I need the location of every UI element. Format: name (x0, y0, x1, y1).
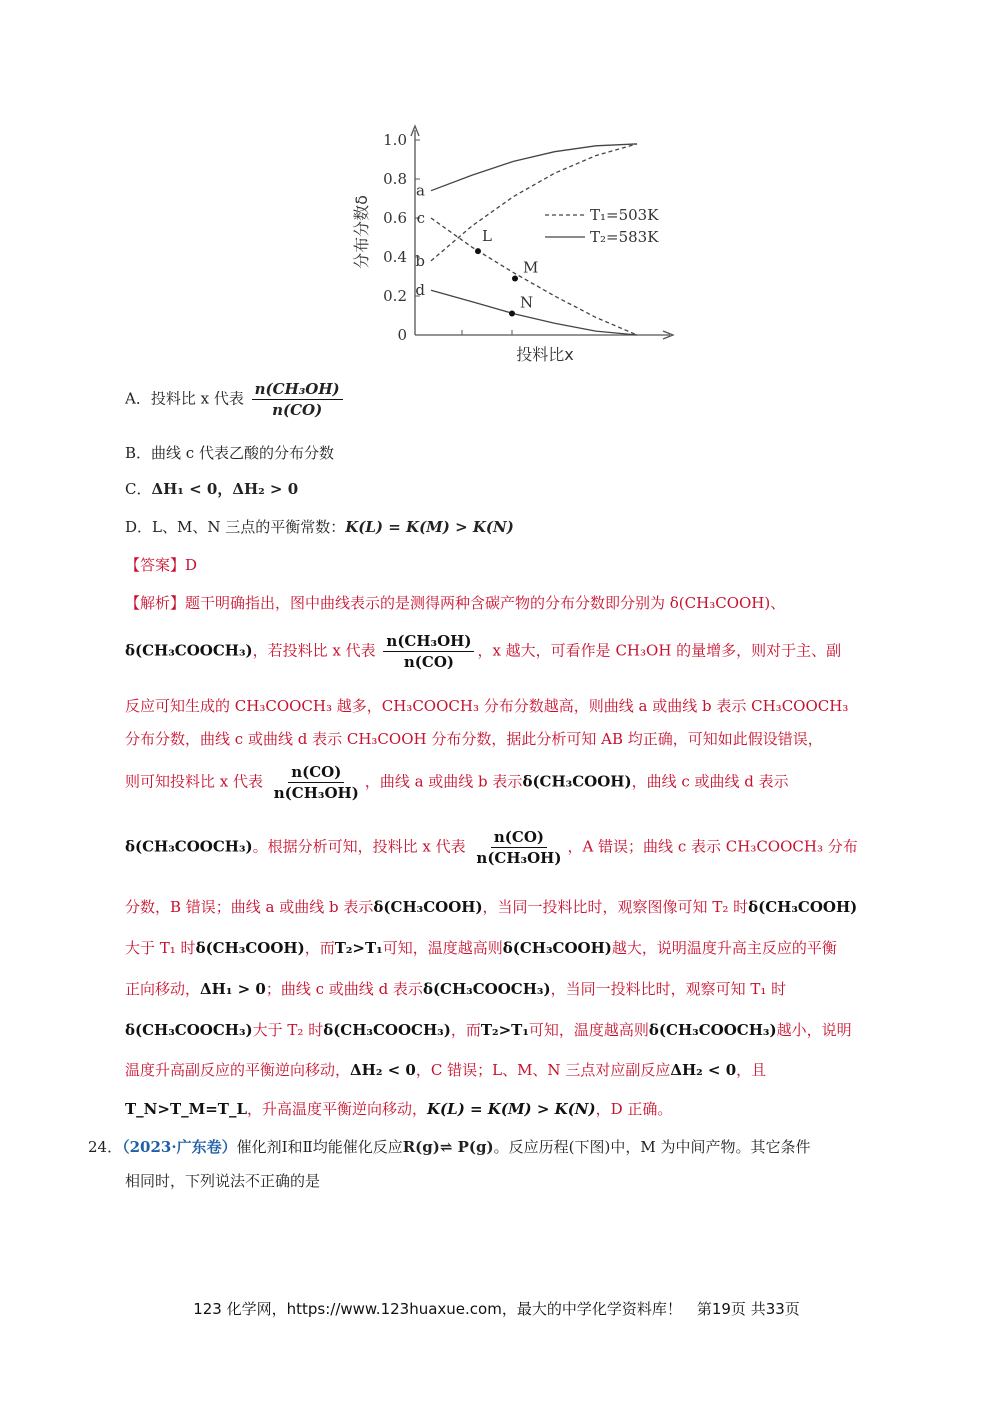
analysis-text: ，C 错误；L、M、N 三点对应副反应 (415, 1061, 671, 1079)
y-tick-label: 0 (397, 326, 407, 344)
analysis-text: 。根据分析可知，投料比 x 代表 (252, 837, 466, 856)
option-d-prefix: D．L、M、N 三点的平衡常数： (125, 518, 346, 536)
formula: δ(CH₃COOCH₃) (125, 837, 253, 856)
analysis-line-5 (125, 763, 789, 802)
formula: ΔH₂ < 0 (350, 1061, 416, 1079)
curve-label-c: c (416, 209, 425, 227)
analysis-text: ，当同一投料比时，观察可知 T₁ 时 (550, 980, 787, 998)
formula: δ(CH₃COOH) (373, 898, 483, 916)
page-footer: 123 化学网，https://www.123huaxue.com，最大的中学化学资料库！ 第19页 共33页 (193, 1300, 800, 1318)
analysis-text: 越小，说明 (776, 1021, 852, 1039)
analysis-text: ，且 (736, 1061, 767, 1079)
point-label-N: N (520, 293, 534, 312)
point-M (512, 275, 518, 281)
analysis-line-7 (125, 896, 857, 917)
formula: δ(CH₃COOCH₃) (323, 1021, 451, 1039)
analysis-text: ；曲线 c 或曲线 d 表示 (265, 980, 423, 998)
fraction-denominator: n(CH₃OH) (273, 784, 359, 802)
formula: δ(CH₃COOH) (502, 939, 612, 957)
question-text: 催化剂Ⅰ和Ⅱ均能催化反应 (236, 1138, 403, 1156)
question-24 (88, 1136, 810, 1157)
formula: δ(CH₃COOH) (195, 939, 305, 957)
formula: ΔH₂ < 0 (670, 1061, 737, 1079)
analysis-text: ，而 (450, 1021, 481, 1039)
formula: δ(CH₃COOCH₃) (125, 641, 253, 660)
analysis-line-11 (125, 1059, 766, 1080)
analysis-line-6 (125, 828, 858, 867)
question-source: （2023·广东卷） (122, 1138, 237, 1156)
formula: T₂>T₁ (480, 1021, 529, 1039)
analysis-line-12 (125, 1098, 672, 1119)
legend-label: T₁=503K (590, 206, 659, 224)
analysis-text: ，x 越大，可看作是 CH₃OH 的量增多，则对于主、副 (477, 641, 842, 660)
analysis-text: 温度升高副反应的平衡逆向移动， (125, 1061, 351, 1079)
curve-label-d: d (415, 281, 425, 300)
analysis-line-2 (125, 632, 841, 671)
option-d-formula: K(L) = K(M) > K(N) (345, 518, 514, 536)
option-a-fraction (252, 380, 343, 419)
formula: T₂>T₁ (334, 939, 383, 957)
fraction-numerator: n(CH₃OH) (252, 380, 343, 400)
analysis-text: 则可知投料比 x 代表 (125, 772, 263, 791)
series-line-a (431, 144, 637, 191)
x-axis-label: 投料比x (516, 345, 574, 364)
analysis-text: 大于 T₁ 时 (125, 939, 196, 957)
fraction-numerator: n(CO) (491, 828, 547, 848)
y-tick-label: 1.0 (383, 131, 407, 149)
option-c (125, 478, 298, 499)
fraction-denominator: n(CO) (403, 653, 454, 671)
fraction (473, 828, 564, 867)
y-tick-label: 0.6 (383, 209, 407, 227)
curve-label-a: a (416, 181, 425, 200)
formula: T_N>T_M=T_L (125, 1100, 247, 1118)
analysis-text: ，A 错误；曲线 c 表示 CH₃COOCH₃ 分布 (567, 837, 858, 856)
fraction-numerator: n(CH₃OH) (383, 632, 474, 652)
analysis-line-10 (125, 1019, 852, 1040)
option-d (125, 516, 514, 537)
curve-label-b: b (415, 251, 425, 270)
option-a (125, 380, 346, 419)
option-a-text: A．投料比 x 代表 (125, 389, 244, 408)
fraction-numerator: n(CO) (288, 763, 344, 783)
analysis-line-3: 反应可知生成的 CH₃COOCH₃ 越多，CH₃COOCH₃ 分布分数越高，则曲线 a 或曲线 b 表示 CH₃COOCH₃ (125, 697, 849, 715)
analysis-text: ，而 (304, 939, 335, 957)
formula: δ(CH₃COOCH₃) (125, 1021, 253, 1039)
series-line-d (431, 290, 637, 335)
y-tick-label: 0.8 (383, 170, 407, 188)
option-b: B．曲线 c 代表乙酸的分布分数 (125, 444, 334, 462)
option-c-formula: ΔH₁ < 0，ΔH₂ > 0 (151, 480, 299, 498)
answer: 【答案】D (125, 556, 198, 574)
analysis-text: ，升高温度平衡逆向移动， (247, 1100, 428, 1118)
analysis-text: 【解析】题干明确指出，图中曲线表示的是测得两种含碳产物的分布分数即分别为 δ(CH₃COOH)、 (125, 594, 786, 612)
fraction (383, 632, 474, 671)
analysis-line-9 (125, 978, 786, 999)
analysis-line-8 (125, 937, 837, 958)
analysis-text: ，当同一投料比时，观察图像可知 T₂ 时 (482, 898, 749, 916)
distribution-chart (345, 120, 690, 375)
analysis-text: 越大，说明温度升高主反应的平衡 (611, 939, 837, 957)
fraction-denominator: n(CO) (272, 401, 323, 419)
fraction-denominator: n(CH₃OH) (476, 849, 562, 867)
formula: ΔH₁ > 0 (200, 980, 266, 998)
option-c-prefix: C． (125, 480, 152, 498)
analysis-line-4: 分布分数，曲线 c 或曲线 d 表示 CH₃COOH 分布分数，据此分析可知 AB 均正确，可知如此假设错误， (125, 730, 823, 748)
formula: δ(CH₃COOH) (522, 772, 632, 791)
question-text: 。反应历程(下图)中，M 为中间产物。其它条件 (493, 1138, 811, 1156)
point-N (509, 311, 515, 317)
fraction (271, 763, 362, 802)
analysis-line-1 (125, 592, 785, 613)
analysis-text: ，曲线 a 或曲线 b 表示 (364, 772, 523, 791)
question-number: 24． (88, 1138, 123, 1156)
y-tick-label: 0.2 (383, 287, 407, 305)
formula: δ(CH₃COOCH₃) (422, 980, 551, 998)
formula: K(L) = K(M) > K(N) (427, 1100, 596, 1118)
analysis-text: 可知，温度越高则 (382, 939, 503, 957)
analysis-text: 分数，B 错误；曲线 a 或曲线 b 表示 (125, 898, 374, 916)
analysis-text: ，曲线 c 或曲线 d 表示 (631, 772, 789, 791)
formula: δ(CH₃COOH) (748, 898, 858, 916)
analysis-text: ，D 正确。 (595, 1100, 673, 1118)
y-axis-label: 分布分数δ (352, 195, 371, 269)
formula: R(g)⇌ P(g) (402, 1138, 494, 1156)
point-label-M: M (523, 258, 539, 277)
formula: δ(CH₃COOCH₃) (648, 1021, 777, 1039)
analysis-text: 正向移动， (125, 980, 201, 998)
question-24-line-2: 相同时，下列说法不正确的是 (125, 1172, 321, 1190)
point-label-L: L (482, 227, 492, 246)
y-tick-label: 0.4 (383, 248, 407, 266)
analysis-text: 大于 T₂ 时 (252, 1021, 324, 1039)
point-L (475, 248, 481, 254)
analysis-text: ，若投料比 x 代表 (252, 641, 376, 660)
analysis-text: 可知，温度越高则 (528, 1021, 649, 1039)
legend-label: T₂=583K (590, 228, 659, 246)
